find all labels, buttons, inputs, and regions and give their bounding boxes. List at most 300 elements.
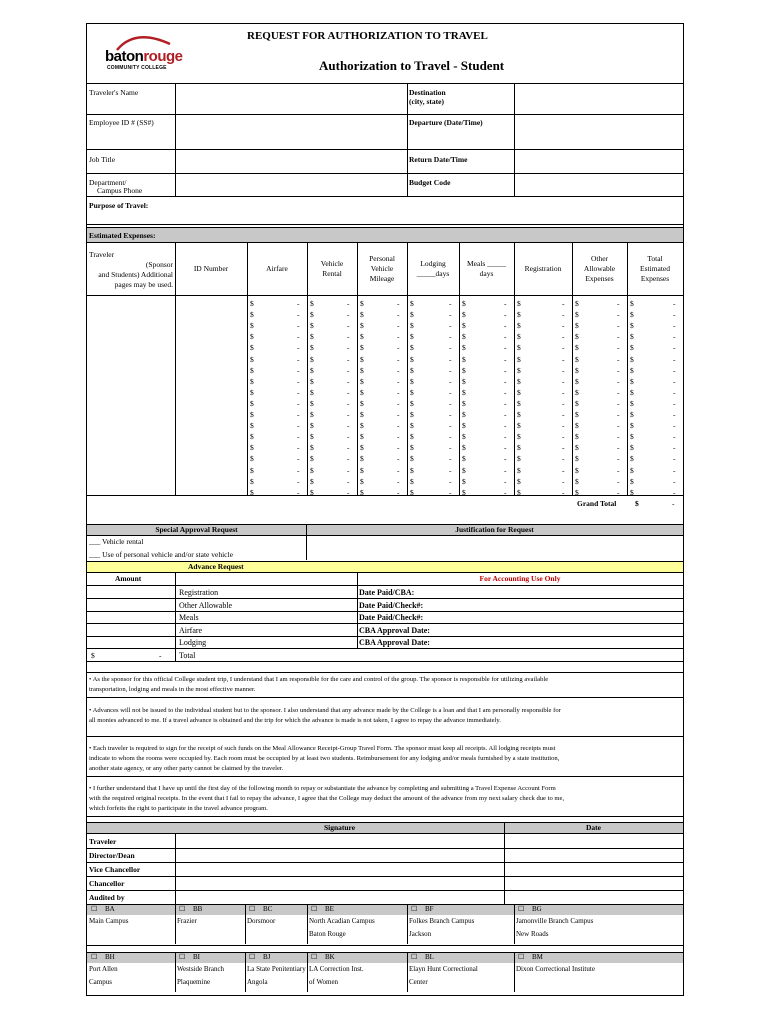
amount-cell[interactable]: - <box>449 398 452 408</box>
amount-cell[interactable]: - <box>449 410 452 419</box>
amount-cell[interactable]: - <box>617 354 620 364</box>
amount-cell[interactable]: - <box>449 299 452 308</box>
amount-cell[interactable]: - <box>562 443 565 453</box>
amount-cell[interactable]: - <box>397 398 400 408</box>
currency-symbol: $ <box>462 465 466 475</box>
amount-cell[interactable]: - <box>449 432 452 442</box>
amount-cell[interactable]: - <box>617 476 620 486</box>
employee-id-field[interactable] <box>176 115 406 148</box>
currency-symbol: $ <box>630 432 634 442</box>
amount-cell[interactable]: - <box>617 465 620 475</box>
currency-symbol: $ <box>575 365 579 375</box>
amount-cell[interactable]: - <box>562 487 565 497</box>
campus-checkbox[interactable]: ☐ <box>411 953 418 961</box>
amount-cell[interactable]: - <box>449 365 452 375</box>
amount-cell[interactable]: - <box>347 365 350 375</box>
amount-cell[interactable]: - <box>617 487 620 497</box>
accounting-item-label: CBA Approval Date: <box>359 638 430 647</box>
grand-total-currency: $ <box>635 499 639 508</box>
column-header: Other <box>590 254 609 263</box>
campus-code: BA <box>105 905 115 913</box>
campus-checkbox[interactable]: ☐ <box>249 953 256 961</box>
amount-cell[interactable]: - <box>297 421 300 431</box>
departure-field[interactable] <box>515 115 683 148</box>
amount-cell[interactable]: - <box>347 376 350 386</box>
advance-item-label: Registration <box>179 588 219 597</box>
currency-symbol: $ <box>462 332 466 342</box>
amount-cell[interactable]: - <box>673 343 676 353</box>
amount-cell[interactable]: - <box>397 410 400 419</box>
currency-symbol: $ <box>310 376 314 386</box>
currency-symbol: $ <box>310 310 314 320</box>
currency-symbol: $ <box>310 421 314 431</box>
amount-cell[interactable]: - <box>562 376 565 386</box>
amount-cell[interactable]: - <box>297 376 300 386</box>
amount-cell[interactable]: - <box>673 354 676 364</box>
column-header: _____days <box>416 269 450 278</box>
amount-cell[interactable]: - <box>397 476 400 486</box>
currency-symbol: $ <box>250 476 254 486</box>
amount-cell[interactable]: - <box>397 387 400 397</box>
amount-cell[interactable]: - <box>617 299 620 308</box>
amount-cell[interactable]: - <box>562 387 565 397</box>
currency-symbol: $ <box>630 410 634 419</box>
currency-symbol: $ <box>360 299 364 308</box>
amount-cell[interactable]: - <box>297 410 300 419</box>
amount-cell[interactable]: - <box>297 354 300 364</box>
amount-cell[interactable]: - <box>297 398 300 408</box>
amount-cell[interactable]: - <box>673 398 676 408</box>
column-header: Registration <box>524 264 562 273</box>
amount-cell[interactable]: - <box>347 387 350 397</box>
amount-cell[interactable]: - <box>449 387 452 397</box>
campus-location: Angola <box>247 978 268 986</box>
amount-cell[interactable]: - <box>347 343 350 353</box>
amount-cell[interactable]: - <box>449 476 452 486</box>
amount-cell[interactable]: - <box>347 310 350 320</box>
amount-cell[interactable]: - <box>297 454 300 464</box>
amount-cell[interactable]: - <box>397 365 400 375</box>
amount-cell[interactable]: - <box>617 443 620 453</box>
currency-symbol: $ <box>250 310 254 320</box>
amount-cell[interactable]: - <box>397 310 400 320</box>
amount-cell[interactable]: - <box>297 310 300 320</box>
amount-cell[interactable]: - <box>347 465 350 475</box>
currency-symbol: $ <box>410 443 414 453</box>
currency-symbol: $ <box>517 410 521 419</box>
amount-cell[interactable]: - <box>397 432 400 442</box>
currency-symbol: $ <box>310 487 314 497</box>
amount-cell[interactable]: - <box>562 421 565 431</box>
amount-cell[interactable]: - <box>297 343 300 353</box>
special-approval-heading: Special Approval Request <box>155 525 238 534</box>
amount-cell[interactable]: - <box>449 454 452 464</box>
amount-cell[interactable]: - <box>617 387 620 397</box>
currency-symbol: $ <box>310 321 314 331</box>
amount-cell[interactable]: - <box>673 410 676 419</box>
amount-cell[interactable]: - <box>347 443 350 453</box>
campus-divider <box>307 952 308 992</box>
amount-cell[interactable]: - <box>347 332 350 342</box>
campus-code: BJ <box>263 953 271 961</box>
amount-cell[interactable]: - <box>504 454 507 464</box>
column-header: Expenses <box>585 274 614 283</box>
currency-symbol: $ <box>575 310 579 320</box>
amount-cell[interactable]: - <box>562 465 565 475</box>
amount-cell[interactable]: - <box>397 299 400 308</box>
travelers-name-field[interactable] <box>176 84 406 113</box>
statement-divider <box>87 736 683 737</box>
amount-cell[interactable]: - <box>617 310 620 320</box>
statement-divider <box>87 776 683 777</box>
currency-symbol: $ <box>630 332 634 342</box>
amount-cell[interactable]: - <box>673 443 676 453</box>
campus-code: BL <box>425 953 434 961</box>
amount-cell[interactable]: - <box>562 332 565 342</box>
currency-symbol: $ <box>630 299 634 308</box>
amount-cell[interactable]: - <box>347 421 350 431</box>
signature-field[interactable] <box>176 863 503 875</box>
campus-name: Elayn Hunt Correctional <box>409 965 478 973</box>
campus-checkbox[interactable]: ☐ <box>311 905 318 913</box>
job-title-field[interactable] <box>176 150 406 172</box>
currency-symbol: $ <box>630 398 634 408</box>
form-subtitle: Authorization to Travel - Student <box>319 58 505 73</box>
signature-heading: Signature <box>323 823 356 832</box>
amount-cell[interactable]: - <box>397 321 400 331</box>
accounting-item-label: CBA Approval Date: <box>359 625 430 635</box>
amount-cell[interactable]: - <box>397 376 400 386</box>
currency-symbol: $ <box>360 410 364 419</box>
column-header: Meals _____ <box>467 259 506 268</box>
amount-cell[interactable]: - <box>562 432 565 442</box>
amount-cell[interactable]: - <box>562 299 565 308</box>
campus-location: Baton Rouge <box>309 930 346 938</box>
campus-checkbox[interactable]: ☐ <box>311 953 318 961</box>
signature-field[interactable] <box>176 877 503 889</box>
currency-symbol: $ <box>410 487 414 497</box>
currency-symbol: $ <box>360 443 364 453</box>
amount-cell[interactable]: - <box>449 310 452 320</box>
amount-cell[interactable]: - <box>504 432 507 442</box>
campus-checkbox[interactable]: ☐ <box>249 905 256 913</box>
amount-cell[interactable]: - <box>504 487 507 497</box>
amount-cell[interactable]: - <box>297 476 300 486</box>
amount-cell[interactable]: - <box>673 421 676 431</box>
amount-cell[interactable]: - <box>347 454 350 464</box>
campus-code: BH <box>105 953 115 961</box>
return-field[interactable] <box>515 150 683 172</box>
currency-symbol: $ <box>630 365 634 375</box>
signature-row-label: Audited by <box>89 893 125 902</box>
amount-cell[interactable]: - <box>504 465 507 475</box>
campus-checkbox[interactable]: ☐ <box>411 905 418 913</box>
currency-symbol: $ <box>410 476 414 486</box>
amount-cell[interactable]: - <box>562 398 565 408</box>
advance-total-value[interactable]: - <box>159 651 162 660</box>
amount-cell[interactable]: - <box>297 332 300 342</box>
campus-name: Frazier <box>177 917 197 925</box>
amount-cell[interactable]: - <box>297 487 300 497</box>
amount-cell[interactable]: - <box>562 343 565 353</box>
column-header: Airfare <box>266 264 288 273</box>
department-label: Department/ <box>89 178 127 187</box>
amount-cell[interactable]: - <box>617 332 620 342</box>
currency-symbol: $ <box>250 343 254 353</box>
currency-symbol: $ <box>575 398 579 408</box>
amount-cell[interactable]: - <box>504 476 507 486</box>
travelers-name-label: Traveler's Name <box>89 88 139 97</box>
amount-cell[interactable]: - <box>617 376 620 386</box>
row-line <box>87 611 683 612</box>
amount-cell[interactable]: - <box>673 310 676 320</box>
row-line <box>87 598 683 599</box>
accounting-item-label: Date Paid/Check#: <box>359 600 424 610</box>
amount-cell[interactable]: - <box>347 354 350 364</box>
personal-vehicle-option[interactable]: ___ Use of personal vehicle and/or state vehicle <box>89 550 233 559</box>
amount-cell[interactable]: - <box>673 299 676 308</box>
campus-code-bar <box>87 952 683 963</box>
destination-field[interactable] <box>515 84 683 113</box>
currency-symbol: $ <box>517 376 521 386</box>
amount-cell[interactable]: - <box>562 365 565 375</box>
amount-cell[interactable]: - <box>347 487 350 497</box>
campus-phone-label: Campus Phone <box>97 186 143 195</box>
amount-cell[interactable]: - <box>617 321 620 331</box>
currency-symbol: $ <box>630 476 634 486</box>
currency-symbol: $ <box>410 376 414 386</box>
currency-symbol: $ <box>517 432 521 442</box>
amount-cell[interactable]: - <box>617 454 620 464</box>
campus-checkbox[interactable]: ☐ <box>91 905 98 913</box>
campus-checkbox[interactable]: ☐ <box>518 953 525 961</box>
currency-symbol: $ <box>462 387 466 397</box>
currency-symbol: $ <box>575 332 579 342</box>
amount-cell[interactable]: - <box>504 398 507 408</box>
amount-cell[interactable]: - <box>449 332 452 342</box>
currency-symbol: $ <box>360 354 364 364</box>
amount-cell[interactable]: - <box>297 443 300 453</box>
advance-item-label: Total <box>179 650 196 660</box>
amount-cell[interactable]: - <box>397 465 400 475</box>
amount-cell[interactable]: - <box>449 443 452 453</box>
amount-cell[interactable]: - <box>504 343 507 353</box>
amount-cell[interactable]: - <box>504 387 507 397</box>
currency-symbol: $ <box>410 299 414 308</box>
amount-cell[interactable]: - <box>347 299 350 308</box>
amount-cell[interactable]: - <box>562 454 565 464</box>
signature-row-label: Chancellor <box>89 879 125 888</box>
traveler-column-header: and Students) Additional <box>98 270 173 279</box>
campus-code: BM <box>532 953 543 961</box>
currency-symbol: $ <box>462 354 466 364</box>
currency-symbol: $ <box>462 376 466 386</box>
expenses-table <box>87 243 683 495</box>
amount-cell[interactable]: - <box>504 421 507 431</box>
signature-row-line <box>87 890 683 891</box>
amount-cell[interactable]: - <box>673 432 676 442</box>
amount-cell[interactable]: - <box>397 454 400 464</box>
amount-cell[interactable]: - <box>397 343 400 353</box>
amount-cell[interactable]: - <box>673 487 676 497</box>
amount-cell[interactable]: - <box>347 476 350 486</box>
campus-checkbox[interactable]: ☐ <box>518 905 525 913</box>
departure-label: Departure (Date/Time) <box>409 118 483 127</box>
currency-symbol: $ <box>575 476 579 486</box>
currency-symbol: $ <box>360 398 364 408</box>
statement-line: which forfeits the right to participate in the travel advance program. <box>89 805 268 812</box>
amount-cell[interactable]: - <box>347 432 350 442</box>
currency-symbol: $ <box>360 387 364 397</box>
amount-cell[interactable]: - <box>449 354 452 364</box>
amount-cell[interactable]: - <box>673 376 676 386</box>
amount-cell[interactable]: - <box>397 443 400 453</box>
budget-code-field[interactable] <box>515 174 683 196</box>
campus-checkbox[interactable]: ☐ <box>179 905 186 913</box>
currency-symbol: $ <box>517 421 521 431</box>
amount-cell[interactable]: - <box>504 354 507 364</box>
currency-symbol: $ <box>250 421 254 431</box>
currency-symbol: $ <box>250 465 254 475</box>
amount-heading: Amount <box>115 574 142 583</box>
amount-cell[interactable]: - <box>617 432 620 442</box>
currency-symbol: $ <box>360 332 364 342</box>
amount-cell[interactable]: - <box>504 299 507 308</box>
amount-cell[interactable]: - <box>449 376 452 386</box>
amount-cell[interactable]: - <box>562 321 565 331</box>
currency-symbol: $ <box>310 443 314 453</box>
amount-cell[interactable]: - <box>504 443 507 453</box>
currency-symbol: $ <box>410 310 414 320</box>
amount-cell[interactable]: - <box>397 421 400 431</box>
amount-cell[interactable]: - <box>397 487 400 497</box>
campus-row-line <box>87 904 683 905</box>
column-header: Rental <box>322 269 342 278</box>
currency-symbol: $ <box>250 321 254 331</box>
currency-symbol: $ <box>310 387 314 397</box>
destination-label: Destination <box>409 88 446 97</box>
amount-cell[interactable]: - <box>397 354 400 364</box>
amount-cell[interactable]: - <box>504 310 507 320</box>
amount-cell[interactable]: - <box>297 387 300 397</box>
amount-cell[interactable]: - <box>297 299 300 308</box>
amount-cell[interactable]: - <box>449 421 452 431</box>
justification-field[interactable] <box>307 537 683 560</box>
amount-cell[interactable]: - <box>297 365 300 375</box>
amount-cell[interactable]: - <box>562 310 565 320</box>
statement-line: indicate to whom the rooms were occupied by. Each room must be occupied by at least two students. Reimbursement for any lodging and/or meals furnished by a state institution, <box>89 755 560 762</box>
currency-symbol: $ <box>410 387 414 397</box>
currency-symbol: $ <box>517 476 521 486</box>
amount-cell[interactable]: - <box>449 487 452 497</box>
travel-authorization-form <box>86 23 684 996</box>
amount-cell[interactable]: - <box>297 432 300 442</box>
return-label: Return Date/Time <box>409 155 468 164</box>
currency-symbol: $ <box>310 354 314 364</box>
amount-cell[interactable]: - <box>504 332 507 342</box>
statement-line: • Advances will not be issued to the individual student but to the sponsor. I also understand that any advance made by the College is a loan and that I am personally responsible for <box>89 707 561 714</box>
currency-symbol: $ <box>462 476 466 486</box>
column-header: ID Number <box>193 264 229 273</box>
signature-field[interactable] <box>176 835 503 847</box>
advance-request-heading: Advance Request <box>188 562 244 571</box>
amount-cell[interactable]: - <box>347 321 350 331</box>
campus-code: BB <box>193 905 203 913</box>
grand-total-value: - <box>672 499 675 508</box>
campus-location: of Women <box>309 978 339 986</box>
signature-field[interactable] <box>176 849 503 861</box>
amount-cell[interactable]: - <box>617 410 620 419</box>
amount-cell[interactable]: - <box>617 398 620 408</box>
amount-cell[interactable]: - <box>673 387 676 397</box>
currency-symbol: $ <box>310 432 314 442</box>
expenses-heading: Estimated Expenses: <box>89 231 156 240</box>
amount-cell[interactable]: - <box>504 410 507 419</box>
campus-checkbox[interactable]: ☐ <box>91 953 98 961</box>
statement-line: • I further understand that I have up until the first day of the following month to repay or substantiate the advance by completing and submitting a Travel Expense Account Form <box>89 785 556 792</box>
currency-symbol: $ <box>575 443 579 453</box>
column-header: Total <box>647 254 663 263</box>
amount-cell[interactable]: - <box>562 354 565 364</box>
amount-cell[interactable]: - <box>617 365 620 375</box>
campus-checkbox[interactable]: ☐ <box>179 953 186 961</box>
amount-cell[interactable]: - <box>673 332 676 342</box>
currency-symbol: $ <box>250 443 254 453</box>
purpose-field[interactable] <box>157 197 683 223</box>
amount-cell[interactable]: - <box>673 365 676 375</box>
amount-cell[interactable]: - <box>347 398 350 408</box>
currency-symbol: $ <box>410 465 414 475</box>
amount-cell[interactable]: - <box>449 321 452 331</box>
amount-cell[interactable]: - <box>673 454 676 464</box>
amount-cell[interactable]: - <box>397 332 400 342</box>
amount-cell[interactable]: - <box>297 321 300 331</box>
currency-symbol: $ <box>517 321 521 331</box>
statement-line: • As the sponsor for this official College student trip, I understand that I am responsible for the care and control of the group. The sponsor is responsible for utilizing available <box>89 676 549 683</box>
amount-cell[interactable]: - <box>449 343 452 353</box>
amount-cell[interactable]: - <box>347 410 350 419</box>
amount-cell[interactable]: - <box>504 376 507 386</box>
amount-cell[interactable]: - <box>504 365 507 375</box>
amount-cell[interactable]: - <box>449 465 452 475</box>
amount-cell[interactable]: - <box>562 410 565 419</box>
currency-symbol: $ <box>462 365 466 375</box>
currency-symbol: $ <box>250 487 254 497</box>
currency-symbol: $ <box>517 387 521 397</box>
statement-line: another state agency, or any other party cannot be claimed by the traveler. <box>89 765 284 772</box>
currency-symbol: $ <box>410 454 414 464</box>
department-field[interactable] <box>176 174 406 196</box>
column-header: Mileage <box>369 274 395 283</box>
expenses-heading-bar <box>87 227 683 243</box>
amount-cell[interactable]: - <box>617 343 620 353</box>
accounting-heading: For Accounting Use Only <box>479 574 561 583</box>
amount-cell[interactable]: - <box>673 476 676 486</box>
currency-symbol: $ <box>630 343 634 353</box>
amount-cell[interactable]: - <box>617 421 620 431</box>
amount-cell[interactable]: - <box>673 465 676 475</box>
currency-symbol: $ <box>360 454 364 464</box>
vehicle-rental-option[interactable]: ___ Vehicle rental <box>89 537 144 546</box>
logo-wordmark: batonrouge <box>105 48 183 65</box>
amount-cell[interactable]: - <box>504 321 507 331</box>
currency-symbol: $ <box>410 365 414 375</box>
currency-symbol: $ <box>250 299 254 308</box>
campus-name: Port Allen <box>89 965 118 973</box>
amount-cell[interactable]: - <box>297 465 300 475</box>
amount-cell[interactable]: - <box>673 321 676 331</box>
amount-cell[interactable]: - <box>562 476 565 486</box>
